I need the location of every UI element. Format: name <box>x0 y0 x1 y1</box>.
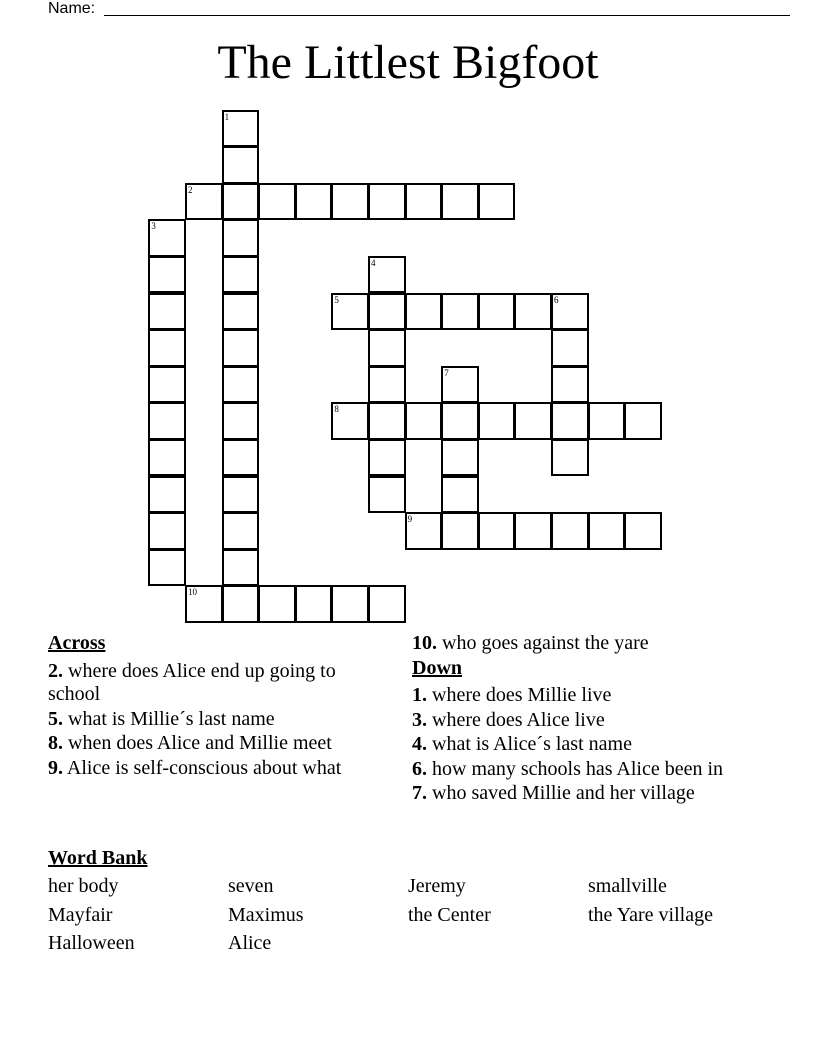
grid-cell[interactable] <box>514 512 552 550</box>
right-clue-column <box>412 632 752 807</box>
grid-cell[interactable] <box>478 512 516 550</box>
grid-cell[interactable] <box>588 402 626 440</box>
grid-cell[interactable] <box>295 183 333 221</box>
grid-cell[interactable] <box>405 293 443 331</box>
grid-cell[interactable] <box>441 512 479 550</box>
grid-cell[interactable] <box>551 293 589 331</box>
grid-cell[interactable] <box>441 293 479 331</box>
clue-number: 3. <box>412 708 427 731</box>
grid-cell[interactable] <box>222 329 260 367</box>
clue-number: 7. <box>412 782 427 804</box>
clue-text: who goes against the yare <box>442 632 649 654</box>
down-clue-7 <box>412 782 752 806</box>
clue-number: 9. <box>48 756 63 779</box>
grid-cell[interactable] <box>148 512 186 550</box>
word-bank-item: Mayfair <box>48 903 113 926</box>
grid-cell[interactable] <box>441 439 479 477</box>
grid-cell[interactable] <box>222 293 260 331</box>
grid-cell[interactable] <box>405 512 443 550</box>
across-clue-5 <box>48 708 378 732</box>
grid-cell[interactable] <box>148 256 186 294</box>
clue-text: what is Millie´s last name <box>68 707 275 730</box>
grid-cell[interactable] <box>258 585 296 623</box>
clue-text: how many schools has Alice been in <box>432 757 724 780</box>
grid-cell[interactable] <box>148 439 186 477</box>
word-bank-heading: Word Bank <box>48 847 148 869</box>
clue-text: where does Alice end up going to school <box>48 659 336 705</box>
clue-number: 6. <box>412 757 427 780</box>
grid-cell[interactable] <box>222 110 260 148</box>
grid-cell[interactable] <box>331 293 369 331</box>
grid-cell[interactable] <box>148 293 186 331</box>
grid-cell[interactable] <box>258 183 296 221</box>
grid-cell[interactable] <box>405 402 443 440</box>
word-bank-item: Halloween <box>48 932 135 954</box>
grid-cell[interactable] <box>514 293 552 331</box>
word-bank-item: the Center <box>408 903 491 926</box>
word-bank-item: Alice <box>228 932 272 954</box>
clue-number: 4. <box>412 733 427 755</box>
grid-cell[interactable] <box>551 402 589 440</box>
across-clue-8 <box>48 732 378 756</box>
clue-number: 2. <box>48 659 63 682</box>
grid-cell[interactable] <box>551 512 589 550</box>
grid-cell[interactable] <box>441 366 479 404</box>
grid-cell[interactable] <box>222 476 260 514</box>
across-heading: Across <box>48 632 106 654</box>
grid-cell[interactable] <box>148 402 186 440</box>
clue-text: what is Alice´s last name <box>432 733 632 755</box>
clue-number-label: 7 <box>444 367 449 378</box>
grid-cell[interactable] <box>368 329 406 367</box>
grid-cell[interactable] <box>222 512 260 550</box>
grid-cell[interactable] <box>368 256 406 294</box>
across-clue-2 <box>48 660 378 707</box>
grid-cell[interactable] <box>624 512 662 550</box>
grid-cell[interactable] <box>148 476 186 514</box>
grid-cell[interactable] <box>514 402 552 440</box>
clue-number-label: 2 <box>188 184 193 195</box>
clue-text: when does Alice and Millie meet <box>68 732 332 754</box>
word-bank-item: Maximus <box>228 903 304 926</box>
grid-cell[interactable] <box>478 402 516 440</box>
grid-cell[interactable] <box>222 256 260 294</box>
across-clue-9 <box>48 757 378 781</box>
word-bank-item: Jeremy <box>408 875 466 897</box>
clue-number: 8. <box>48 732 63 754</box>
clue-text: where does Alice live <box>432 708 605 731</box>
grid-cell[interactable] <box>148 219 186 257</box>
word-bank <box>48 874 768 955</box>
word-bank-item: the Yare village <box>588 903 713 926</box>
grid-cell[interactable] <box>551 439 589 477</box>
grid-cell[interactable] <box>368 585 406 623</box>
name-label: Name: <box>48 0 96 17</box>
clue-number: 5. <box>48 707 63 730</box>
grid-cell[interactable] <box>551 366 589 404</box>
grid-cell[interactable] <box>368 439 406 477</box>
grid-cell[interactable] <box>222 585 260 623</box>
grid-cell[interactable] <box>368 402 406 440</box>
down-clue-3 <box>412 709 752 733</box>
grid-cell[interactable] <box>441 402 479 440</box>
down-heading: Down <box>412 656 463 679</box>
grid-cell[interactable] <box>185 585 223 623</box>
grid-cell[interactable] <box>624 402 662 440</box>
grid-cell[interactable] <box>478 293 516 331</box>
clue-number-label: 8 <box>334 404 339 415</box>
grid-cell[interactable] <box>368 476 406 514</box>
word-bank-item: smallville <box>588 875 667 897</box>
grid-cell[interactable] <box>222 402 260 440</box>
down-clue-4 <box>412 733 752 757</box>
grid-cell[interactable] <box>185 183 223 221</box>
grid-cell[interactable] <box>588 512 626 550</box>
clue-number-label: 1 <box>224 111 230 122</box>
clue-number: 10. <box>412 632 437 654</box>
grid-cell[interactable] <box>222 439 260 477</box>
grid-cell[interactable] <box>222 366 260 404</box>
clue-number-label: 3 <box>151 221 156 232</box>
grid-cell[interactable] <box>148 366 186 404</box>
grid-cell[interactable] <box>551 329 589 367</box>
grid-cell[interactable] <box>222 183 260 221</box>
clue-number-label: 6 <box>554 294 559 305</box>
grid-cell[interactable] <box>441 476 479 514</box>
clue-number-label: 9 <box>407 514 413 525</box>
grid-cell[interactable] <box>368 183 406 221</box>
grid-cell[interactable] <box>331 585 369 623</box>
grid-cell[interactable] <box>478 183 516 221</box>
across-clue-10 <box>412 632 752 656</box>
down-clue-1 <box>412 684 752 708</box>
grid-cell[interactable] <box>368 293 406 331</box>
grid-cell[interactable] <box>222 146 260 184</box>
clue-number-label: 10 <box>188 587 197 598</box>
word-bank-item: seven <box>228 875 274 897</box>
clue-number: 1. <box>412 684 427 706</box>
clue-text: who saved Millie and her village <box>432 782 695 804</box>
word-bank-item: her body <box>48 875 119 897</box>
grid-cell[interactable] <box>222 549 260 587</box>
grid-cell[interactable] <box>148 329 186 367</box>
clue-text: where does Millie live <box>432 684 612 706</box>
grid-cell[interactable] <box>331 402 369 440</box>
across-clues <box>48 632 378 781</box>
clue-number-label: 5 <box>334 294 339 305</box>
down-clue-6 <box>412 758 752 782</box>
grid-cell[interactable] <box>368 366 406 404</box>
grid-cell[interactable] <box>441 183 479 221</box>
clue-number-label: 4 <box>371 257 376 268</box>
grid-cell[interactable] <box>405 183 443 221</box>
grid-cell[interactable] <box>148 549 186 587</box>
page-title: The Littlest Bigfoot <box>217 36 599 89</box>
clue-text: Alice is self-conscious about what <box>66 756 342 779</box>
grid-cell[interactable] <box>222 219 260 257</box>
grid-cell[interactable] <box>331 183 369 221</box>
grid-cell[interactable] <box>295 585 333 623</box>
